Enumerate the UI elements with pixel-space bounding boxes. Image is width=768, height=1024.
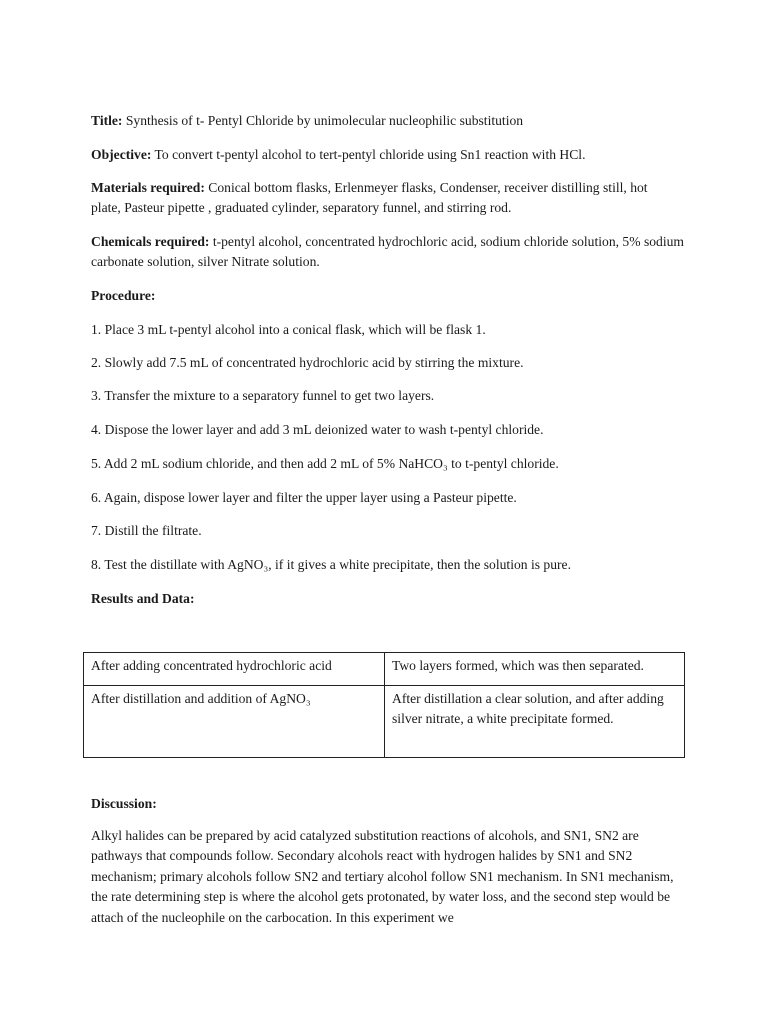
procedure-step: 6. Again, dispose lower layer and filter the upper layer using a Pasteur pipette. xyxy=(91,490,517,505)
chemicals-paragraph xyxy=(91,232,691,272)
procedure-step: 4. Dispose the lower layer and add 3 mL deionized water to wash t-pentyl chloride. xyxy=(91,422,544,437)
procedure-step: 1. Place 3 mL t-pentyl alcohol into a conical flask, which will be flask 1. xyxy=(91,322,486,337)
procedure-step: 5. Add 2 mL sodium chloride, and then add 2 mL of 5% NaHCO₃ to t-pentyl chloride. xyxy=(91,456,559,471)
materials-text: Conical bottom flasks, Erlenmeyer flasks, Condenser, receiver distilling still, hot plate, Pasteur pipette , graduated cylinder, separatory funnel, and stirring rod. xyxy=(91,180,648,215)
results-heading: Results and Data: xyxy=(91,591,195,606)
table-row xyxy=(84,686,685,758)
title-line xyxy=(91,111,691,131)
objective-label: Objective: xyxy=(91,147,152,162)
procedure-step: 8. Test the distillate with AgNO₃, if it gives a white precipitate, then the solution is pure. xyxy=(91,557,571,572)
table-cell-observation: After distillation a clear solution, and after adding silver nitrate, a white precipitate formed. xyxy=(385,686,685,758)
chemicals-label: Chemicals required: xyxy=(91,234,210,249)
results-table xyxy=(83,652,685,758)
procedure-heading: Procedure: xyxy=(91,288,156,303)
table-row xyxy=(84,653,685,686)
materials-label: Materials required: xyxy=(91,180,205,195)
table-cell-step: After distillation and addition of AgNO₃ xyxy=(84,686,385,758)
table-cell-observation: Two layers formed, which was then separated. xyxy=(385,653,685,686)
procedure-step: 3. Transfer the mixture to a separatory funnel to get two layers. xyxy=(91,388,435,403)
table-cell-step: After adding concentrated hydrochloric acid xyxy=(84,653,385,686)
discussion-paragraph: Alkyl halides can be prepared by acid catalyzed substitution reactions of alcohols, and SN1, SN2 are pathways that compounds follow. Secondary alcohols react with hydrogen halides by SN1 and SN2 mechanism; primary alcohols follow SN2 and tertiary alcohol follow SN1 mechanism. In SN1 mechanism, the rate determining step is where the alcohol gets protonated, by water loss, and the second step would be attach of the nucleophile on the carbocation. In this experiment we xyxy=(91,828,674,925)
title-label: Title: xyxy=(91,113,123,128)
objective-text: To convert t-pentyl alcohol to tert-pentyl chloride using Sn1 reaction with HCl. xyxy=(151,147,586,162)
objective-line xyxy=(91,145,691,165)
discussion-heading: Discussion: xyxy=(91,796,157,811)
procedure-step: 2. Slowly add 7.5 mL of concentrated hydrochloric acid by stirring the mixture. xyxy=(91,355,524,370)
materials-paragraph xyxy=(91,178,663,218)
title-text: Synthesis of t- Pentyl Chloride by unimolecular nucleophilic substitution xyxy=(122,113,524,128)
chemicals-text: t-pentyl alcohol, concentrated hydrochloric acid, sodium chloride solution, 5% sodium carbonate solution, silver Nitrate solution. xyxy=(91,234,684,269)
procedure-step: 7. Distill the filtrate. xyxy=(91,523,202,538)
